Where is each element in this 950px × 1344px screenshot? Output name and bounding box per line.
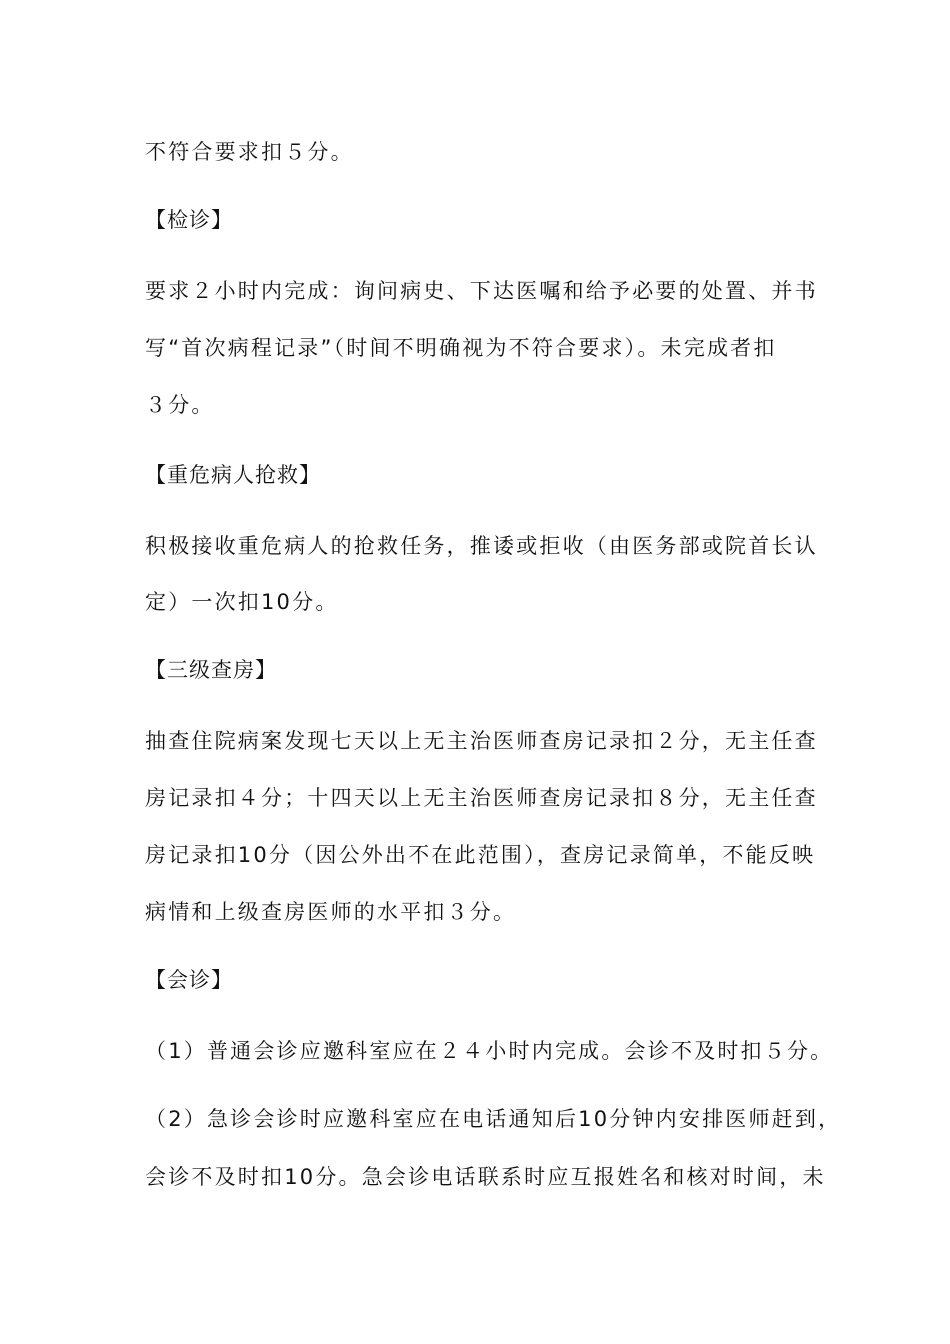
text-line: 写“首次病程记录”（时间不明确视为不符合要求）。未完成者扣 (145, 336, 777, 360)
text-line: 会诊不及时扣10分。急会诊电话联系时应互报姓名和核对时间，未 (145, 1165, 826, 1189)
text-line: 不符合要求扣５分。 (145, 140, 354, 164)
text-line: 房记录扣10分（因公外出不在此范围），查房记录简单，不能反映 (145, 843, 816, 867)
section-heading-ward-rounds: 【三级查房】 (145, 658, 277, 682)
text-line: ３分。 (145, 393, 215, 417)
text-line: 病情和上级查房医师的水平扣３分。 (145, 900, 517, 924)
text-line: （2）急诊会诊时应邀科室应在电话通知后10分钟内安排医师赶到， (145, 1107, 842, 1131)
text-line: 积极接收重危病人的抢救任务，推诿或拒收（由医务部或院首长认 (145, 534, 818, 558)
section-heading-rescue: 【重危病人抢救】 (145, 463, 321, 487)
text-line: 房记录扣４分；十四天以上无主治医师查房记录扣８分，无主任查 (145, 786, 818, 810)
text-line: 抽查住院病案发现七天以上无主治医师查房记录扣２分，无主任查 (145, 729, 818, 753)
text-line: 要求２小时内完成：询问病史、下达医嘱和给予必要的处置、并书 (145, 279, 818, 303)
section-heading-jianzhen: 【检诊】 (145, 208, 233, 232)
text-line: 定）一次扣10分。 (145, 590, 339, 614)
section-heading-consultation: 【会诊】 (145, 968, 233, 992)
text-line: （1）普通会诊应邀科室应在２４小时内完成。会诊不及时扣５分。 (145, 1039, 834, 1063)
